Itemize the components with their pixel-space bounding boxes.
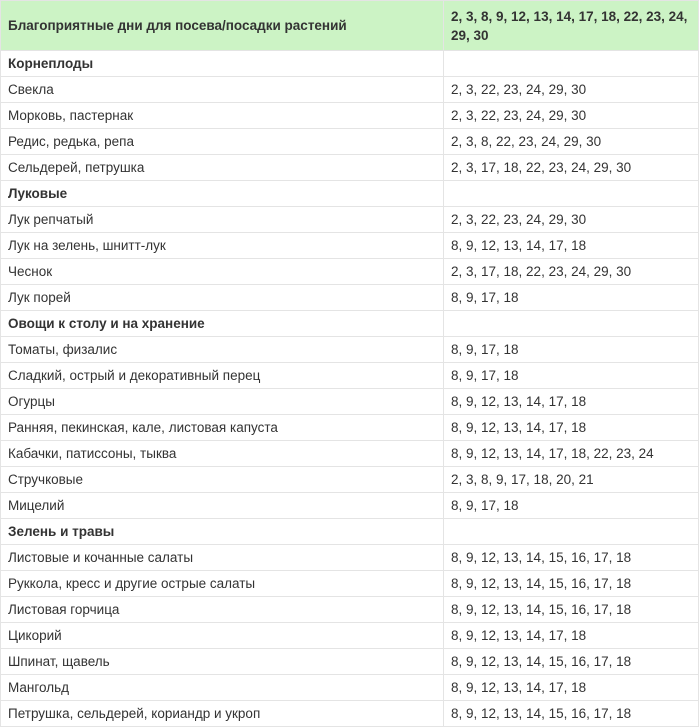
table-row	[1, 623, 699, 649]
planting-days: 8, 9, 12, 13, 14, 17, 18	[444, 675, 699, 701]
plant-name: Сладкий, острый и декоративный перец	[1, 363, 444, 389]
header-label: Благоприятные дни для посева/посадки растений	[1, 1, 444, 51]
group-row	[1, 311, 699, 337]
plant-name: Руккола, кресс и другие острые салаты	[1, 571, 444, 597]
planting-days: 8, 9, 12, 13, 14, 17, 18	[444, 233, 699, 259]
table-row	[1, 207, 699, 233]
table-body	[1, 1, 699, 727]
plant-name: Свекла	[1, 77, 444, 103]
group-empty-cell	[444, 311, 699, 337]
planting-days: 8, 9, 12, 13, 14, 17, 18	[444, 389, 699, 415]
planting-days: 8, 9, 12, 13, 14, 17, 18	[444, 623, 699, 649]
group-title: Корнеплоды	[1, 51, 444, 77]
table-row	[1, 545, 699, 571]
planting-days: 2, 3, 22, 23, 24, 29, 30	[444, 103, 699, 129]
plant-name: Чеснок	[1, 259, 444, 285]
table-row	[1, 389, 699, 415]
table-row	[1, 285, 699, 311]
table-row	[1, 649, 699, 675]
planting-days: 2, 3, 22, 23, 24, 29, 30	[444, 207, 699, 233]
plant-name: Листовая горчица	[1, 597, 444, 623]
table-row	[1, 415, 699, 441]
group-empty-cell	[444, 51, 699, 77]
plant-name: Редис, редька, репа	[1, 129, 444, 155]
plant-name: Сельдерей, петрушка	[1, 155, 444, 181]
table-row	[1, 467, 699, 493]
plant-name: Петрушка, сельдерей, кориандр и укроп	[1, 701, 444, 727]
plant-name: Томаты, физалис	[1, 337, 444, 363]
planting-days: 2, 3, 8, 22, 23, 24, 29, 30	[444, 129, 699, 155]
plant-name: Ранняя, пекинская, кале, листовая капуста	[1, 415, 444, 441]
table-row	[1, 155, 699, 181]
table-row	[1, 77, 699, 103]
plant-name: Стручковые	[1, 467, 444, 493]
group-title: Луковые	[1, 181, 444, 207]
group-empty-cell	[444, 519, 699, 545]
plant-name: Лук порей	[1, 285, 444, 311]
planting-days: 8, 9, 12, 13, 14, 17, 18	[444, 415, 699, 441]
planting-days: 2, 3, 8, 9, 17, 18, 20, 21	[444, 467, 699, 493]
planting-days: 2, 3, 22, 23, 24, 29, 30	[444, 77, 699, 103]
planting-days: 8, 9, 17, 18	[444, 337, 699, 363]
plant-name: Цикорий	[1, 623, 444, 649]
table-row	[1, 701, 699, 727]
plant-name: Кабачки, патиссоны, тыква	[1, 441, 444, 467]
table-row	[1, 571, 699, 597]
table-row	[1, 129, 699, 155]
table-header-row	[1, 1, 699, 51]
plant-name: Мицелий	[1, 493, 444, 519]
group-row	[1, 519, 699, 545]
table-row	[1, 597, 699, 623]
table-row	[1, 363, 699, 389]
group-title: Овощи к столу и на хранение	[1, 311, 444, 337]
plant-name: Лук репчатый	[1, 207, 444, 233]
planting-days: 8, 9, 12, 13, 14, 15, 16, 17, 18	[444, 597, 699, 623]
table-row	[1, 441, 699, 467]
planting-days: 8, 9, 12, 13, 14, 15, 16, 17, 18	[444, 649, 699, 675]
planting-days: 8, 9, 12, 13, 14, 15, 16, 17, 18	[444, 701, 699, 727]
plant-name: Морковь, пастернак	[1, 103, 444, 129]
group-empty-cell	[444, 181, 699, 207]
table-row	[1, 675, 699, 701]
planting-days: 8, 9, 17, 18	[444, 493, 699, 519]
table-row	[1, 337, 699, 363]
table-row	[1, 103, 699, 129]
plant-name: Лук на зелень, шнитт-лук	[1, 233, 444, 259]
group-row	[1, 51, 699, 77]
table-row	[1, 259, 699, 285]
planting-days: 8, 9, 12, 13, 14, 17, 18, 22, 23, 24	[444, 441, 699, 467]
planting-days: 2, 3, 17, 18, 22, 23, 24, 29, 30	[444, 155, 699, 181]
header-days: 2, 3, 8, 9, 12, 13, 14, 17, 18, 22, 23, 24, 29, 30	[444, 1, 699, 51]
planting-days: 8, 9, 12, 13, 14, 15, 16, 17, 18	[444, 571, 699, 597]
group-title: Зелень и травы	[1, 519, 444, 545]
group-row	[1, 181, 699, 207]
plant-name: Огурцы	[1, 389, 444, 415]
plant-name: Шпинат, щавель	[1, 649, 444, 675]
plant-name: Листовые и кочанные салаты	[1, 545, 444, 571]
planting-days: 8, 9, 12, 13, 14, 15, 16, 17, 18	[444, 545, 699, 571]
plant-name: Мангольд	[1, 675, 444, 701]
table-row	[1, 493, 699, 519]
planting-days: 2, 3, 17, 18, 22, 23, 24, 29, 30	[444, 259, 699, 285]
planting-days: 8, 9, 17, 18	[444, 285, 699, 311]
table-row	[1, 233, 699, 259]
planting-days: 8, 9, 17, 18	[444, 363, 699, 389]
